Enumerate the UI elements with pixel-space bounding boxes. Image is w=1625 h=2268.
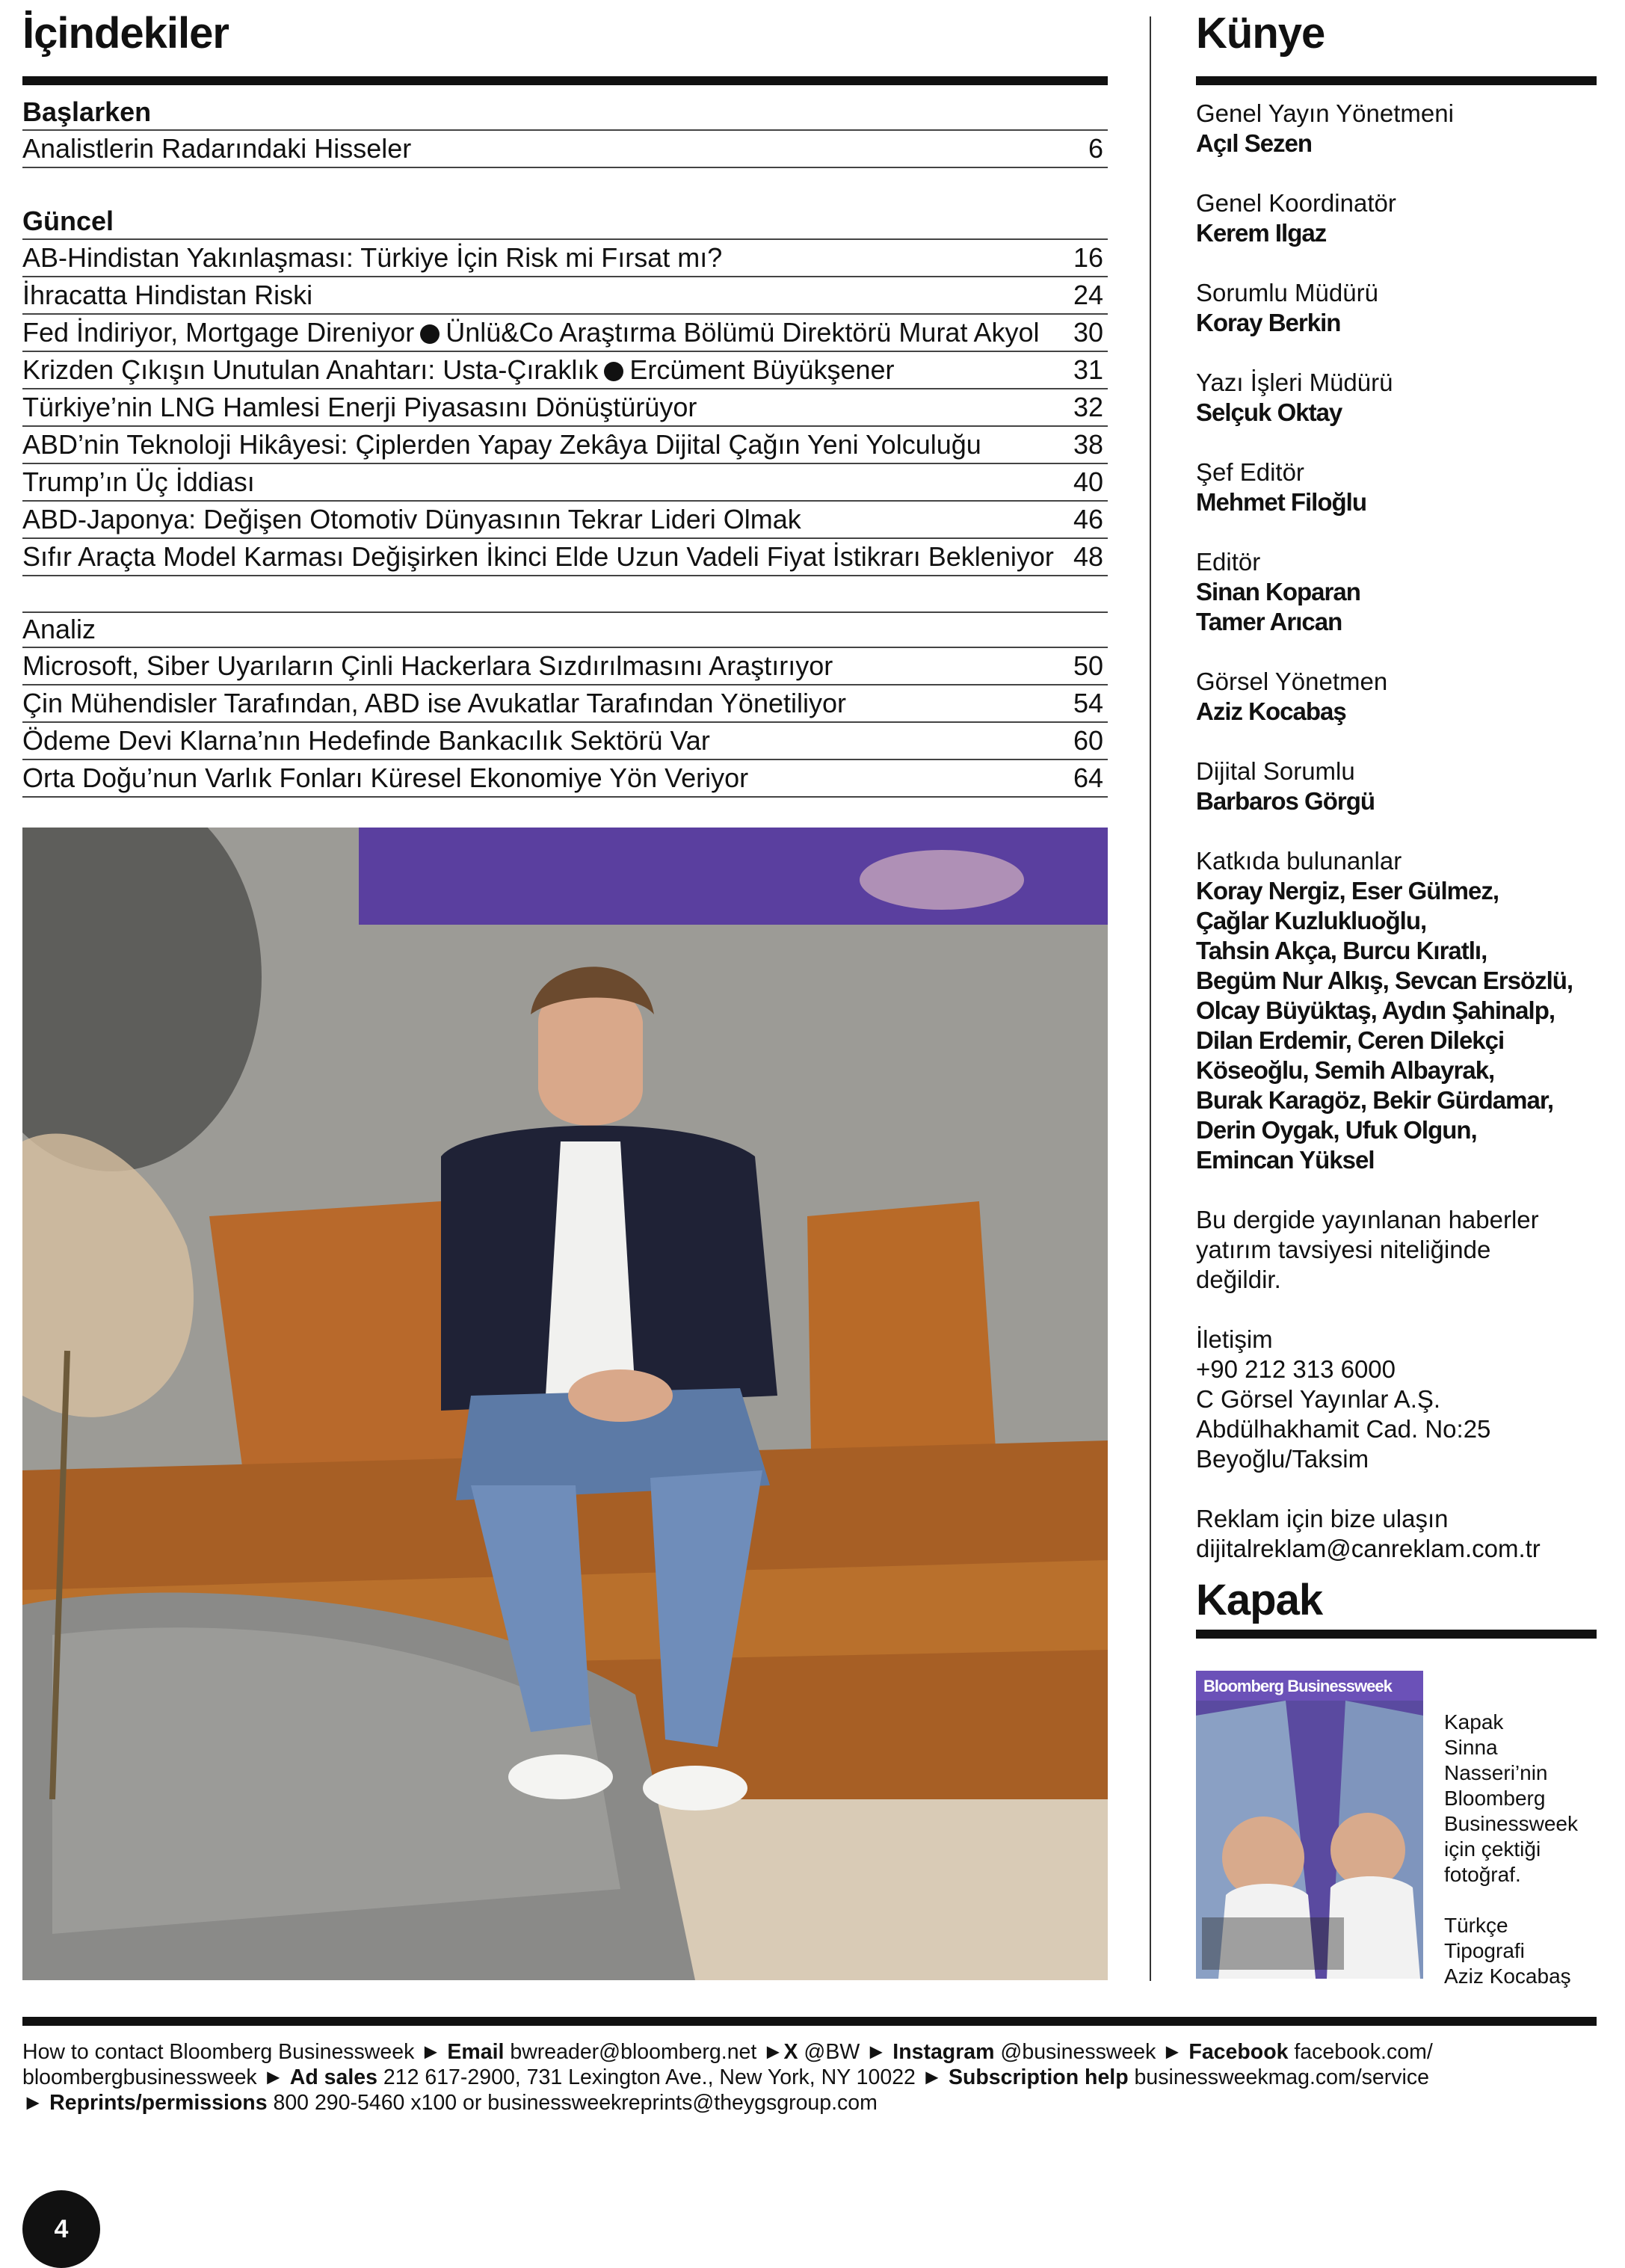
kunye-list — [1196, 99, 1600, 1594]
portrait-photo — [22, 828, 1108, 1980]
bullet-icon — [420, 324, 440, 344]
kunye-entry: Genel Koordinatör Kerem Ilgaz — [1196, 189, 1396, 247]
toc-item-title: Microsoft, Siber Uyarıların Çinli Hackerlara Sızdırılmasını Araştırıyor — [22, 650, 833, 681]
toc-item-page: 31 — [1073, 354, 1103, 385]
x-link[interactable]: @BW — [804, 2040, 860, 2064]
cover-brand: Bloomberg Businessweek — [1203, 1677, 1392, 1695]
kunye-entry: Dijital Sorumlu Barbaros Görgü — [1196, 757, 1375, 815]
kunye-entry: Yazı İşleri Müdürü Selçuk Oktay — [1196, 369, 1393, 426]
kunye-contributors: Katkıda bulunanlar Koray Nergiz, Eser Gülmez, Çağlar Kuzlukluoğlu, Tahsin Akça, Burcu Kıratlı, Begüm Nur Alkış, Sevcan Ersözlü, Olcay Büyüktaş, Aydın Şahinalp, Dilan Erdemir, Ceren Dilekçi Köseoğlu, Semih Albayrak, Burak Karagöz, Bekir Gürdamar, Derin Oygak, Ufuk Olgun, Emincan Yüksel — [1196, 847, 1573, 1174]
toc-item[interactable] — [22, 502, 1108, 539]
toc-item-title: ABD’nin Teknoloji Hikâyesi: Çiplerden Yapay Zekâya Dijital Çağın Yeni Yolculuğu — [22, 429, 981, 460]
toc-item-title: Fed İndiriyor, Mortgage Direniyor Ünlü&Co Araştırma Bölümü Direktörü Murat Akyol — [22, 317, 1040, 348]
subscription-link[interactable]: businessweekmag.com/service — [1134, 2065, 1429, 2089]
page-number: 4 — [22, 2190, 100, 2268]
facebook-link[interactable]: facebook.com/ — [1294, 2040, 1433, 2064]
toc-item-title: İhracatta Hindistan Riski — [22, 280, 313, 310]
toc-item-title: Ödeme Devi Klarna’nın Hedefinde Bankacılık Sektörü Var — [22, 725, 710, 756]
disclaimer: Bu dergide yayınlanan haberler yatırım tavsiyesi niteliğinde değildir. — [1196, 1206, 1539, 1293]
toc-item-title: Trump’ın Üç İddiası — [22, 466, 255, 497]
toc-item-title: ABD-Japonya: Değişen Otomotiv Dünyasının Tekrar Lideri Olmak — [22, 504, 801, 534]
toc-list — [22, 94, 1108, 798]
toc-item-title: Orta Doğu’nun Varlık Fonları Küresel Ekonomiye Yön Veriyor — [22, 762, 749, 793]
toc-item-title: Çin Mühendisler Tarafından, ABD ise Avukatlar Tarafından Yönetiliyor — [22, 688, 846, 718]
contact-block: İletişim +90 212 313 6000 C Görsel Yayınlar A.Ş. Abdülhakhamit Cad. No:25 Beyoğlu/Taksim — [1196, 1325, 1491, 1473]
toc-item-page: 60 — [1073, 725, 1103, 756]
toc-item[interactable] — [22, 539, 1108, 576]
kunye-entry: Sorumlu Müdürü Koray Berkin — [1196, 279, 1378, 336]
toc-item-page: 6 — [1088, 133, 1103, 164]
section-heading: Analiz — [22, 611, 1108, 648]
ads-email-link[interactable]: dijitalreklam@canreklam.com.tr — [1196, 1535, 1541, 1562]
toc-item-page: 48 — [1073, 541, 1103, 572]
toc-item-page: 40 — [1073, 466, 1103, 497]
footer-rule — [22, 2017, 1597, 2026]
toc-item[interactable] — [22, 389, 1108, 427]
toc-item[interactable] — [22, 723, 1108, 760]
toc-item-page: 24 — [1073, 280, 1103, 310]
kunye-title: Künye — [1196, 9, 1325, 58]
kapak-title: Kapak — [1196, 1576, 1323, 1624]
kunye-entry: Genel Yayın Yönetmeni Açıl Sezen — [1196, 99, 1454, 157]
toc-item-page: 32 — [1073, 392, 1103, 422]
toc-item-page: 64 — [1073, 762, 1103, 793]
kunye-entry: Şef Editör Mehmet Filoğlu — [1196, 458, 1366, 516]
ads-contact: Reklam için bize ulaşın dijitalreklam@canreklam.com.tr — [1196, 1504, 1600, 1564]
toc-rule — [22, 76, 1108, 85]
toc-item-title: AB-Hindistan Yakınlaşması: Türkiye İçin Risk mi Fırsat mı? — [22, 242, 723, 273]
toc-item-page: 38 — [1073, 429, 1103, 460]
toc-item[interactable] — [22, 352, 1108, 389]
section-heading: Güncel — [22, 203, 1108, 240]
toc-title: İçindekiler — [22, 9, 229, 58]
toc-item[interactable] — [22, 240, 1108, 277]
toc-item-title: Krizden Çıkışın Unutulan Anahtarı: Usta-Çıraklık Ercüment Büyükşener — [22, 354, 895, 385]
contact-footer: How to contact Bloomberg Businessweek ► Email bwreader@bloomberg.net ►X @BW ► Instagram @businessweek ► Facebook facebook.com/ bloombergbusinessweek ► Ad sales 212 617-2900, 731 Lexington Ave., New York, NY 10022 ► Subscription help businessweekmag.com/service ► Reprints/permissions 800 290-5460 x100 or businessweekreprints@theygsgroup.com — [22, 2040, 1433, 2115]
column-divider — [1150, 16, 1151, 1981]
kunye-rule — [1196, 76, 1597, 85]
toc-item[interactable] — [22, 648, 1108, 685]
section-heading: Başlarken — [22, 94, 1108, 131]
toc-item-title: Türkiye’nin LNG Hamlesi Enerji Piyasasını Dönüştürüyor — [22, 392, 697, 422]
toc-item[interactable] — [22, 685, 1108, 723]
cover-thumbnail — [1196, 1671, 1423, 1979]
toc-item-page: 16 — [1073, 242, 1103, 273]
toc-item[interactable] — [22, 131, 1108, 168]
bullet-icon — [604, 362, 623, 381]
toc-item[interactable] — [22, 464, 1108, 502]
toc-item[interactable] — [22, 760, 1108, 798]
toc-item-page: 54 — [1073, 688, 1103, 718]
kapak-rule — [1196, 1630, 1597, 1639]
toc-item-title: Sıfır Araçta Model Karması Değişirken İkinci Elde Uzun Vadeli Fiyat İstikrarı Bekleniyor — [22, 541, 1054, 572]
kunye-entry: Editör Sinan Koparan Tamer Arıcan — [1196, 548, 1360, 635]
cover-caption: Kapak Sinna Nasseri’nin Bloomberg Businessweek için çektiği fotoğraf. Türkçe Tipografi Aziz Kocabaş — [1444, 1710, 1578, 1988]
kunye-entry: Görsel Yönetmen Aziz Kocabaş — [1196, 668, 1388, 725]
instagram-link[interactable]: @businessweek — [1000, 2040, 1156, 2064]
facebook-link-cont[interactable]: bloombergbusinessweek — [22, 2065, 257, 2089]
toc-item-page: 46 — [1073, 504, 1103, 534]
toc-item[interactable] — [22, 315, 1108, 352]
toc-item-page: 50 — [1073, 650, 1103, 681]
toc-item-title: Analistlerin Radarındaki Hisseler — [22, 133, 412, 164]
toc-item[interactable] — [22, 277, 1108, 315]
email-link[interactable]: bwreader@bloomberg.net — [510, 2040, 757, 2064]
toc-item[interactable] — [22, 427, 1108, 464]
toc-item-page: 30 — [1073, 317, 1103, 348]
